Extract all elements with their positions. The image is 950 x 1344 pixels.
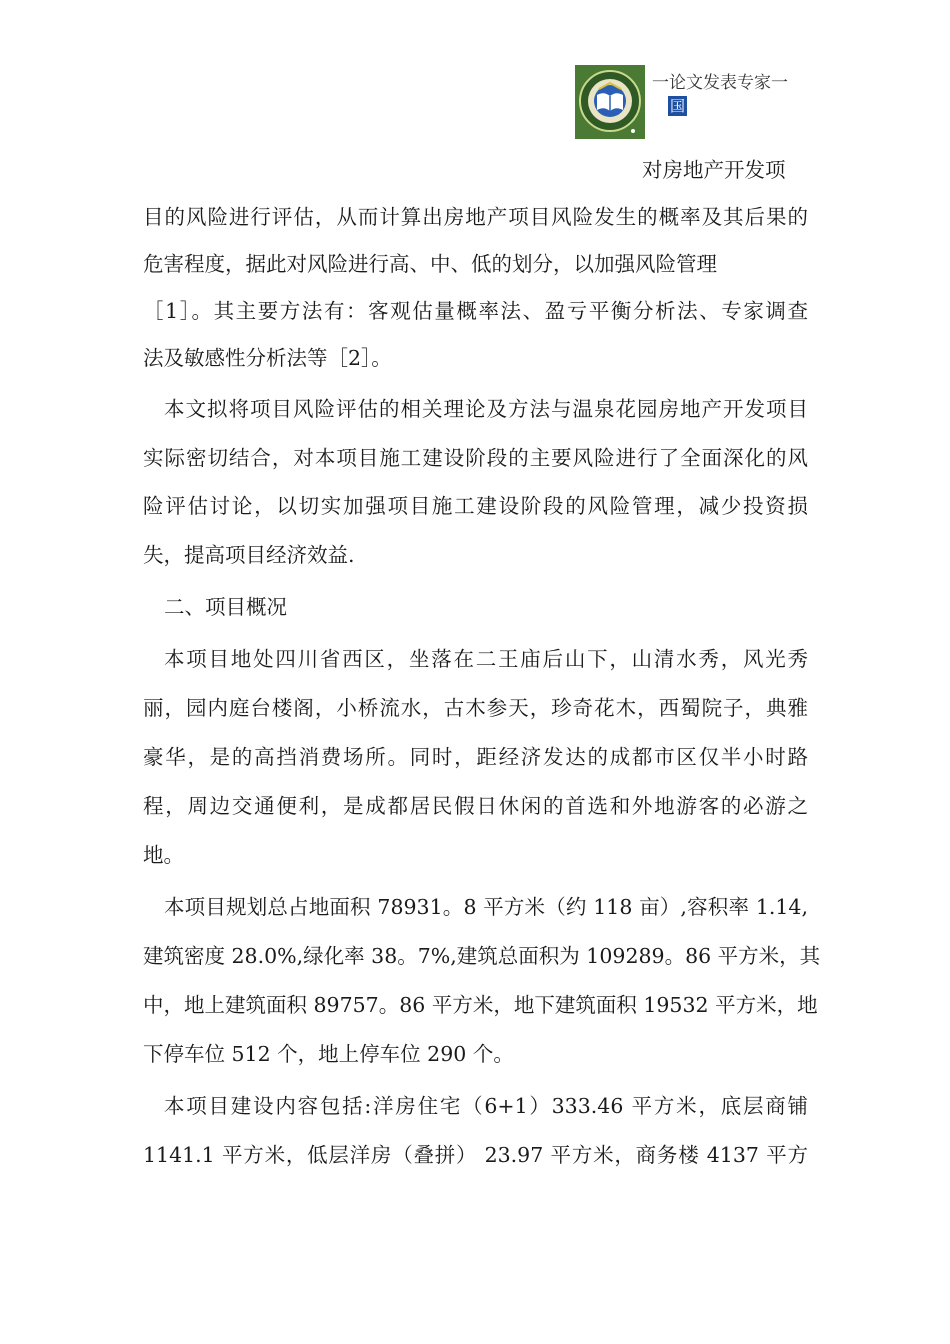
- text-line: 本项目建设内容包括:洋房住宅（6+1）333.46 平方米，底层商铺: [164, 1094, 808, 1118]
- text-line: 豪华，是的高挡消费场所。同时，距经济发达的成都市区仅半小时路: [143, 745, 808, 769]
- text-line: 1141.1 平方米，低层洋房（叠拼） 23.97 平方米，商务楼 4137 平方: [143, 1143, 808, 1167]
- country-badge: 国: [669, 97, 685, 115]
- book-emblem-logo: [575, 65, 645, 139]
- text-line: 本文拟将项目风险评估的相关理论及方法与温泉花园房地产开发项目: [164, 397, 808, 421]
- site-tagline: 一论文发表专家一: [652, 73, 788, 93]
- text-line: 目的风险进行评估，从而计算出房地产项目风险发生的概率及其后果的: [143, 205, 808, 229]
- text-line: 下停车位 512 个，地上停车位 290 个。: [143, 1042, 514, 1066]
- text-line: 本项目规划总占地面积 78931。8 平方米（约 118 亩）,容积率 1.14,: [164, 895, 808, 919]
- page-header: [0, 0, 950, 150]
- text-line: 对房地产开发项: [642, 158, 786, 182]
- text-line: 险评估讨论，以切实加强项目施工建设阶段的风险管理，减少投资损: [143, 494, 808, 518]
- text-line: 危害程度，据此对风险进行高、中、低的划分，以加强风险管理: [143, 252, 717, 276]
- text-line: 丽，园内庭台楼阁，小桥流水，古木参天，珍奇花木，西蜀院子，典雅: [143, 696, 808, 720]
- text-line: 失，提高项目经济效益.: [143, 543, 355, 567]
- text-line: 实际密切结合，对本项目施工建设阶段的主要风险进行了全面深化的风: [143, 446, 808, 470]
- text-line: 地。: [143, 843, 184, 867]
- text-line: 建筑密度 28.0%,绿化率 38。7%,建筑总面积为 109289。86 平方米，其: [143, 944, 821, 968]
- text-line: 本项目地处四川省西区，坐落在二王庙后山下，山清水秀，风光秀: [164, 647, 808, 671]
- section-heading: 二、项目概况: [164, 595, 287, 619]
- text-line: 中，地上建筑面积 89757。86 平方米，地下建筑面积 19532 平方米，地: [143, 993, 818, 1017]
- text-line: 法及敏感性分析法等［2］。: [143, 346, 392, 370]
- text-line: ［1］。其主要方法有：客观估量概率法、盈亏平衡分析法、专家调查: [143, 299, 808, 323]
- text-line: 程，周边交通便利，是成都居民假日休闲的首选和外地游客的必游之: [143, 794, 808, 818]
